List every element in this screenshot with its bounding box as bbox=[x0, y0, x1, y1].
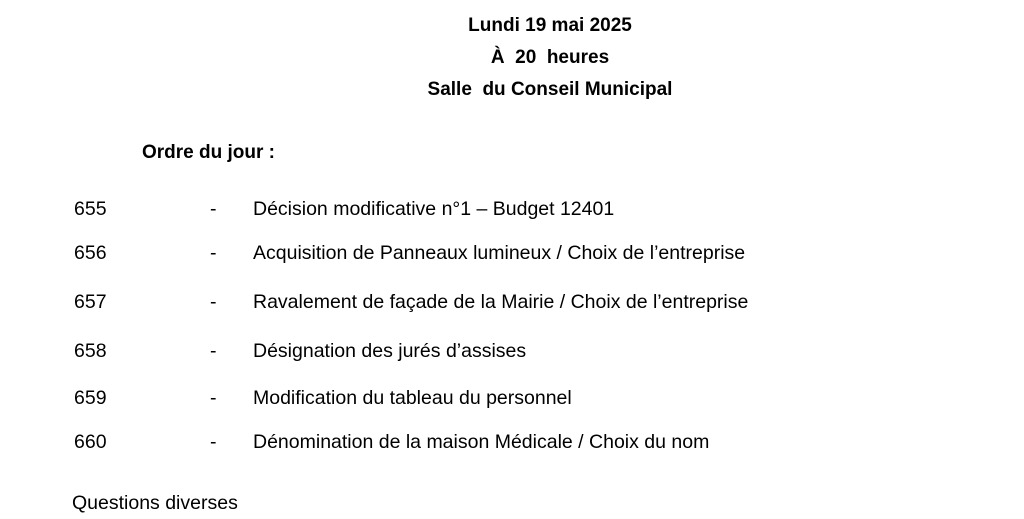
agenda-item-dash: - bbox=[210, 387, 217, 409]
agenda-item bbox=[0, 338, 1024, 364]
agenda-item-number: 658 bbox=[74, 340, 107, 362]
agenda-item-dash: - bbox=[210, 340, 217, 362]
agenda-item-text: Désignation des jurés d’assises bbox=[253, 340, 527, 362]
agenda-item-text: Acquisition de Panneaux lumineux / Choix de l’entreprise bbox=[253, 242, 746, 264]
questions-diverses: Questions diverses bbox=[72, 492, 238, 514]
agenda-item-number: 655 bbox=[74, 198, 107, 220]
agenda-item bbox=[0, 385, 1024, 411]
agenda-item-dash: - bbox=[210, 431, 217, 453]
meeting-location: Salle du Conseil Municipal bbox=[427, 79, 673, 100]
agenda-item-text: Ravalement de façade de la Mairie / Choix de l’entreprise bbox=[253, 291, 749, 313]
agenda-item-number: 656 bbox=[74, 242, 107, 264]
agenda-item-number: 659 bbox=[74, 387, 107, 409]
agenda-item-dash: - bbox=[210, 242, 217, 264]
agenda-item bbox=[0, 289, 1024, 315]
agenda-item-text: Modification du tableau du personnel bbox=[253, 387, 572, 409]
agenda-item-number: 657 bbox=[74, 291, 107, 313]
meeting-time: À 20 heures bbox=[490, 47, 610, 68]
agenda-item bbox=[0, 429, 1024, 455]
agenda-item-text: Décision modificative n°1 – Budget 12401 bbox=[253, 198, 615, 220]
agenda-item-text: Dénomination de la maison Médicale / Choix du nom bbox=[253, 431, 710, 453]
agenda-item bbox=[0, 196, 1024, 222]
agenda-title: Ordre du jour : bbox=[142, 142, 275, 163]
agenda-item bbox=[0, 240, 1024, 266]
agenda-item-number: 660 bbox=[74, 431, 107, 453]
agenda-item-dash: - bbox=[210, 198, 217, 220]
agenda-item-dash: - bbox=[210, 291, 217, 313]
meeting-date: Lundi 19 mai 2025 bbox=[468, 15, 632, 36]
